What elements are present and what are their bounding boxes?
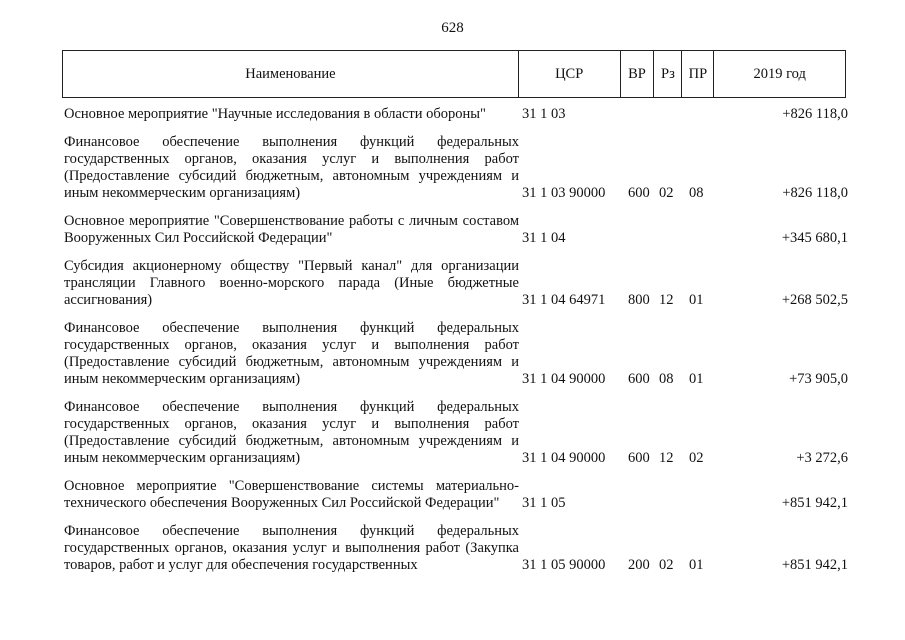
row-csr: 31 1 05 90000: [522, 557, 606, 573]
row-vr: 800: [628, 292, 650, 308]
table-row: [62, 213, 848, 247]
row-csr: 31 1 03 90000: [522, 185, 606, 201]
row-csr: 31 1 04 64971: [522, 292, 606, 308]
table-body: [62, 106, 848, 585]
row-name: Финансовое обеспечение выполнения функций федеральных государственных органов, оказания услуг и выполнения работ (Предоставление субсидий бюджетным, автономным учреждениям и иным некоммерческим организациям): [64, 320, 519, 387]
table-row: [62, 106, 848, 123]
row-rz: 08: [659, 371, 674, 387]
row-csr: 31 1 04: [522, 230, 566, 246]
row-name: Финансовое обеспечение выполнения функций федеральных государственных органов, оказания услуг и выполнения работ (Предоставление субсидий бюджетным, автономным учреждениям и иным некоммерческим организациям): [64, 399, 519, 466]
row-sum: +851 942,1: [781, 557, 848, 573]
row-vr: 600: [628, 450, 650, 466]
row-csr: 31 1 03: [522, 106, 566, 122]
header-pr: ПР: [682, 51, 714, 97]
row-csr: 31 1 04 90000: [522, 450, 606, 466]
table-row: [62, 478, 848, 512]
table-row: [62, 258, 848, 309]
table-row: [62, 134, 848, 202]
row-name: Субсидия акционерному обществу "Первый канал" для организации трансляции Главного военно-морского парада (Иные бюджетные ассигнования): [64, 258, 519, 308]
row-vr: 200: [628, 557, 650, 573]
row-csr: 31 1 05: [522, 495, 566, 511]
row-pr: 01: [689, 292, 704, 308]
table-row: [62, 523, 848, 574]
row-vr: 600: [628, 185, 650, 201]
header-year: 2019 год: [753, 65, 806, 82]
header-vr: ВР: [621, 51, 655, 97]
row-pr: 01: [689, 557, 704, 573]
row-name: Финансовое обеспечение выполнения функций федеральных государственных органов, оказания услуг и выполнения работ (Закупка товаров, работ и услуг для обеспечения государственных: [64, 523, 519, 573]
row-rz: 12: [659, 292, 674, 308]
row-pr: 01: [689, 371, 704, 387]
header-rz: Рз: [654, 51, 682, 97]
row-sum: +345 680,1: [781, 230, 848, 246]
row-sum: +73 905,0: [789, 371, 848, 387]
row-sum: +268 502,5: [781, 292, 848, 308]
page-number: 628: [441, 20, 464, 36]
header-csr: ЦСР: [519, 51, 621, 97]
row-name: Основное мероприятие "Совершенствование системы материально-технического обеспечения Вооруженных Сил Российской Федерации": [64, 478, 519, 511]
table-row: [62, 320, 848, 388]
row-csr: 31 1 04 90000: [522, 371, 606, 387]
row-rz: 12: [659, 450, 674, 466]
header-name: Наименование: [63, 51, 519, 97]
row-rz: 02: [659, 185, 674, 201]
row-rz: 02: [659, 557, 674, 573]
row-pr: 08: [689, 185, 704, 201]
table-header: [62, 50, 846, 98]
row-vr: 600: [628, 371, 650, 387]
row-name: Основное мероприятие "Научные исследования в области обороны": [64, 106, 486, 122]
row-sum: +851 942,1: [781, 495, 848, 511]
table-row: [62, 399, 848, 467]
row-name: Основное мероприятие "Совершенствование работы с личным составом Вооруженных Сил Российской Федерации": [64, 213, 519, 246]
row-sum: +826 118,0: [782, 106, 848, 122]
row-sum: +3 272,6: [796, 450, 848, 466]
row-sum: +826 118,0: [782, 185, 848, 201]
row-pr: 02: [689, 450, 704, 466]
row-name: Финансовое обеспечение выполнения функций федеральных государственных органов, оказания услуг и выполнения работ (Предоставление субсидий бюджетным, автономным учреждениям и иным некоммерческим организациям): [64, 134, 519, 201]
